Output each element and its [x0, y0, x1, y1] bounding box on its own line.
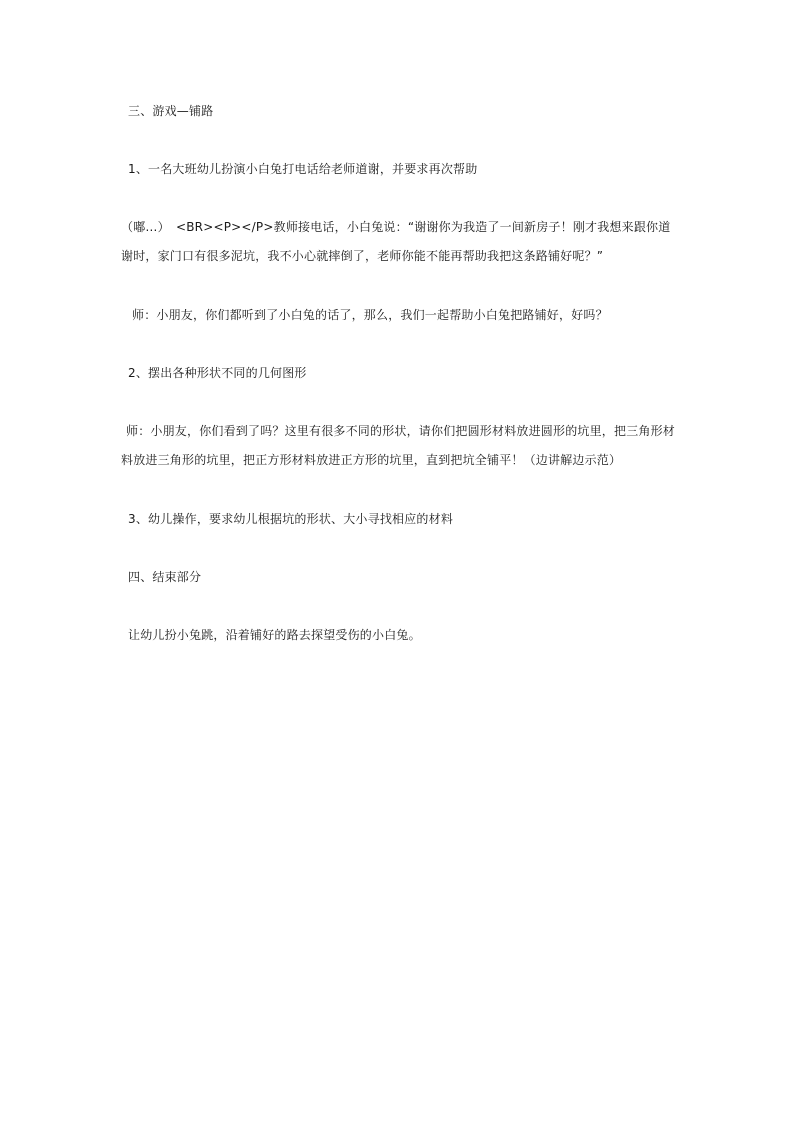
step-1-paragraph: 1、一名大班幼儿扮演小白兔打电话给老师道谢，并要求再次帮助 [128, 162, 478, 176]
dialogue-paragraph-line-1: （嘟…） <BR><P></P>教师接电话，小白兔说：“谢谢你为我造了一间新房子！刚才我想来跟你道 [121, 220, 671, 234]
teacher-instruction-line-2: 料放进三角形的坑里，把正方形材料放进正方形的坑里，直到把坑全铺平！（边讲解边示范） [121, 453, 622, 467]
teacher-instruction-line-1: 师：小朋友，你们看到了吗？这里有很多不同的形状，请你们把圆形材料放进圆形的坑里，把三角形材 [126, 424, 676, 438]
section-heading-ending: 四、结束部分 [128, 570, 202, 584]
teacher-question-paragraph: 师：小朋友，你们都听到了小白兔的话了，那么，我们一起帮助小白兔把路铺好，好吗？ [132, 308, 608, 322]
step-3-paragraph: 3、幼儿操作，要求幼儿根据坑的形状、大小寻找相应的材料 [128, 512, 454, 526]
section-heading-game: 三、游戏—铺路 [128, 104, 214, 118]
dialogue-paragraph-line-2: 谢时，家门口有很多泥坑，我不小心就摔倒了，老师你能不能再帮助我把这条路铺好呢？” [121, 249, 604, 263]
ending-paragraph: 让幼儿扮小兔跳，沿着铺好的路去探望受伤的小白兔。 [128, 628, 421, 642]
step-2-paragraph: 2、摆出各种形状不同的几何图形 [128, 366, 307, 380]
